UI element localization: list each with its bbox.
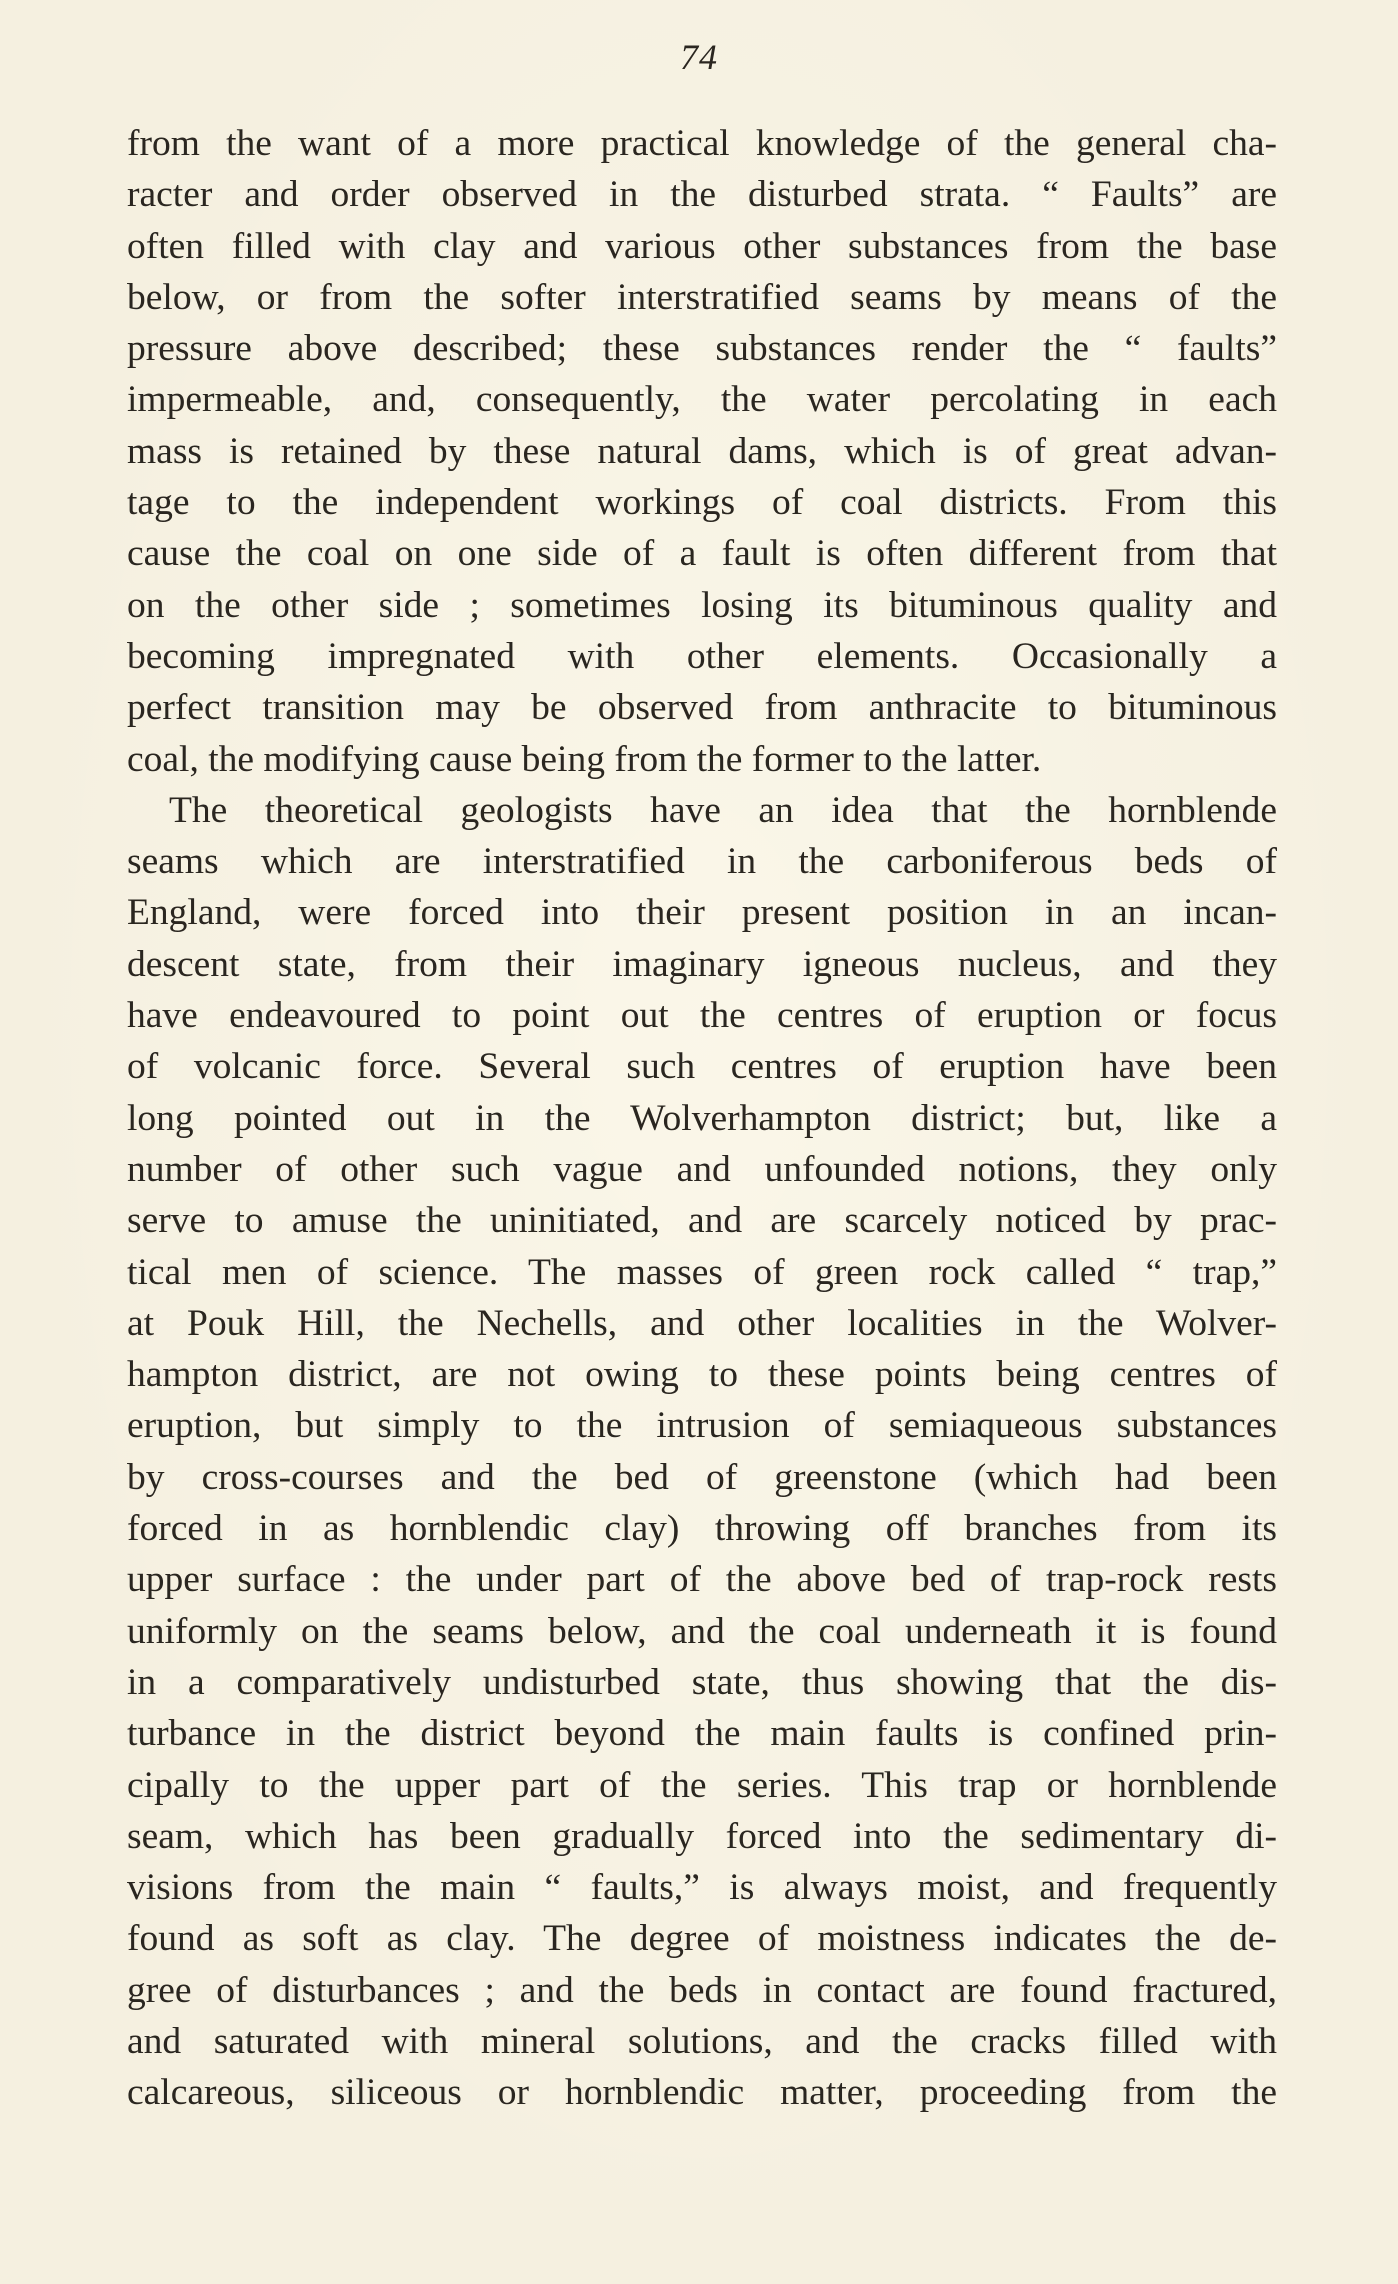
text-line: coal, the modifying cause being from the former to the latter. [127, 738, 1042, 780]
text-line: forced in as hornblendic clay) throwing off branches from its [127, 1508, 1277, 1550]
text-line: have endeavoured to point out the centres of eruption or focus [127, 995, 1277, 1037]
text-line: racter and order observed in the disturbed strata. “ Faults” are [127, 174, 1277, 216]
text-line: by cross-courses and the bed of greenstone (which had been [127, 1456, 1277, 1498]
text-line: seams which are interstratified in the carboniferous beds of [127, 841, 1277, 883]
text-line: cause the coal on one side of a fault is often different from that [127, 533, 1277, 575]
text-line: on the other side ; sometimes losing its bituminous quality and [127, 584, 1277, 626]
text-line: tage to the independent workings of coal districts. From this [127, 482, 1277, 524]
text-line: pressure above described; these substances render the “ faults” [127, 328, 1277, 370]
text-line: perfect transition may be observed from anthracite to bituminous [127, 687, 1277, 729]
text-line: serve to amuse the uninitiated, and are scarcely noticed by prac- [127, 1200, 1277, 1242]
text-line: at Pouk Hill, the Nechells, and other localities in the Wolver- [127, 1302, 1277, 1344]
page-number: 74 [680, 37, 718, 77]
text-line: calcareous, siliceous or hornblendic matter, proceeding from the [127, 2072, 1277, 2114]
text-line: eruption, but simply to the intrusion of semiaqueous substances [127, 1405, 1277, 1447]
text-line: becoming impregnated with other elements. Occasionally a [127, 635, 1277, 677]
text-line: impermeable, and, consequently, the water percolating in each [127, 379, 1277, 421]
text-line: visions from the main “ faults,” is always moist, and frequently [127, 1867, 1277, 1909]
text-line: upper surface : the under part of the above bed of trap-rock rests [127, 1559, 1277, 1601]
text-line: seam, which has been gradually forced into the sedimentary di- [127, 1815, 1277, 1857]
text-line: long pointed out in the Wolverhampton district; but, like a [127, 1097, 1277, 1139]
text-line: number of other such vague and unfounded notions, they only [127, 1148, 1277, 1190]
text-line: descent state, from their imaginary igneous nucleus, and they [127, 943, 1277, 985]
text-line: gree of disturbances ; and the beds in contact are found fractured, [127, 1969, 1277, 2011]
text-line: tical men of science. The masses of green rock called “ trap,” [127, 1251, 1277, 1293]
text-line: turbance in the district beyond the main faults is confined prin- [127, 1713, 1277, 1755]
text-line: often filled with clay and various other substances from the base [127, 225, 1277, 267]
text-line: and saturated with mineral solutions, and the cracks filled with [127, 2020, 1277, 2062]
body-text [127, 118, 1277, 2119]
text-line: of volcanic force. Several such centres of eruption have been [127, 1046, 1277, 1088]
text-line: uniformly on the seams below, and the coal underneath it is found [127, 1610, 1277, 1652]
text-line: hampton district, are not owing to these points being centres of [127, 1354, 1277, 1396]
text-line: in a comparatively undisturbed state, thus showing that the dis- [127, 1661, 1277, 1703]
text-line: from the want of a more practical knowledge of the general cha- [127, 123, 1277, 164]
text-line: cipally to the upper part of the series. This trap or hornblende [127, 1764, 1277, 1806]
text-line: below, or from the softer interstratified seams by means of the [127, 276, 1277, 318]
text-line: England, were forced into their present position in an incan- [127, 892, 1277, 934]
text-line: mass is retained by these natural dams, which is of great advan- [127, 430, 1277, 472]
paragraph-start-line: The theoretical geologists have an idea that the hornblende [169, 789, 1277, 831]
text-line: found as soft as clay. The degree of moistness indicates the de- [127, 1918, 1277, 1960]
